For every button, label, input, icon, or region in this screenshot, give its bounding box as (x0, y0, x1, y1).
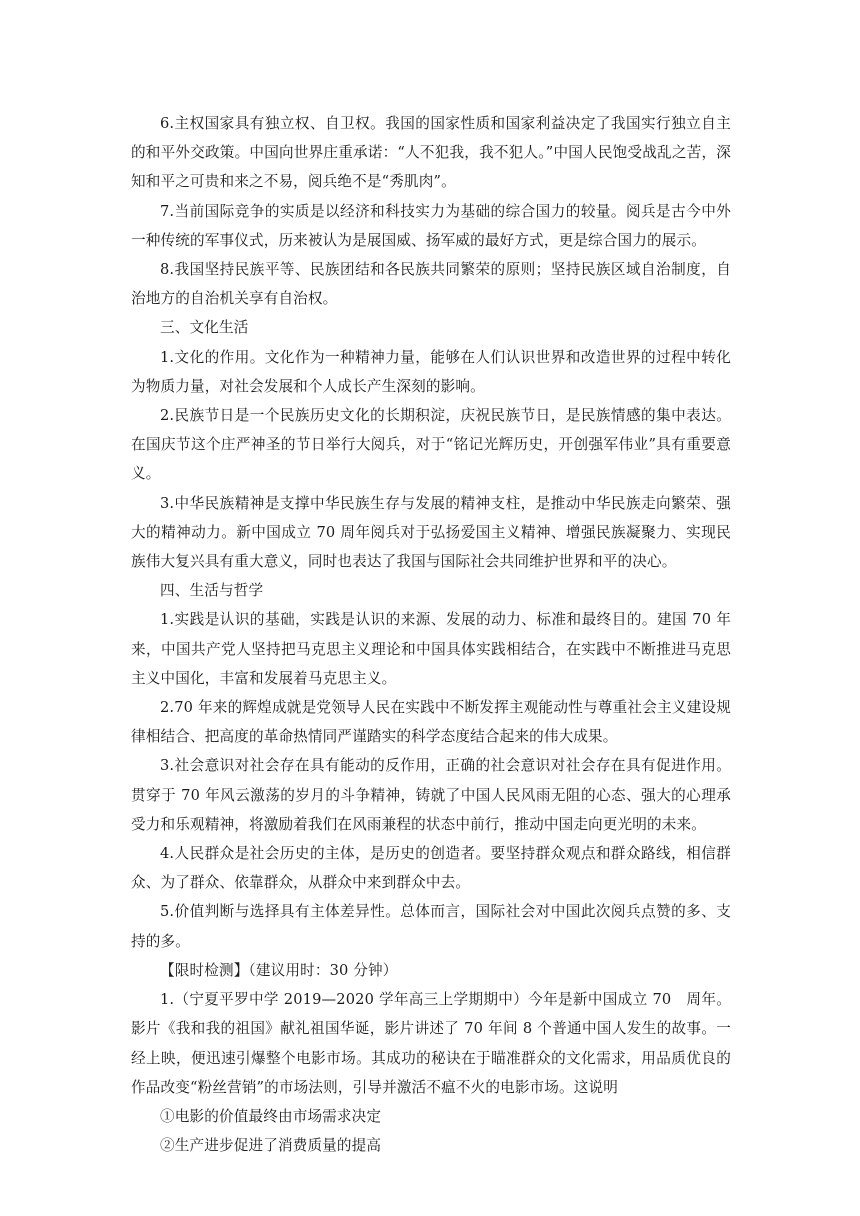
test-heading: 【限时检测】（建议用时：30 分钟） (160, 961, 398, 979)
question-1: 1.（宁夏平罗中学 2019—2020 学年高三上学期期中）今年是新中国成立 70 周年。影片《我和我的祖国》献礼祖国华诞，影片讲述了 70 年间 8 个普通中国人发生的故事。一经上映，便迅速引爆整个电影市场。其成功的秘诀在于瞄准群众的文化需求，用品质优良的作品改变“粉丝营销”的市场法则，引导并激活不瘟不火的电影市场。这说明 (131, 991, 731, 1096)
paragraph-achievements: 2.70 年来的辉煌成就是党领导人民在实践中不断发挥主观能动性与尊重社会主义建设规律相结合、把高度的革命热情同严谨踏实的科学态度结合起来的伟大成果。 (131, 699, 731, 746)
paragraph-sovereignty: 6.主权国家具有独立权、自卫权。我国的国家性质和国家利益决定了我国实行独立自主的和平外交政策。中国向世界庄重承诺：“人不犯我，我不犯人。”中国人民饱受战乱之苦，深知和平之可贵和来之不易，阅兵绝不是“秀肌肉”。 (131, 115, 731, 191)
section-heading-philosophy: 四、生活与哲学 (160, 582, 264, 600)
paragraph-culture-role: 1.文化的作用。文化作为一种精神力量，能够在人们认识世界和改造世界的过程中转化为物质力量，对社会发展和个人成长产生深刻的影响。 (131, 348, 731, 395)
option-2: ②生产进步促进了消费质量的提高 (160, 1137, 382, 1155)
paragraph-social-consciousness: 3.社会意识对社会存在具有能动的反作用，正确的社会意识对社会存在具有促进作用。贯穿于 70 年风云激荡的岁月的斗争精神，铸就了中国人民风雨无阻的心态、强大的心理承受力和乐观精神，将激励着我们在风雨兼程的状态中前行，推动中国走向更光明的未来。 (131, 757, 731, 833)
paragraph-masses: 4.人民群众是社会历史的主体，是历史的创造者。要坚持群众观点和群众路线，相信群众、为了群众、依靠群众，从群众中来到群众中去。 (131, 845, 731, 892)
paragraph-national-power: 7.当前国际竞争的实质是以经济和科技实力为基础的综合国力的较量。阅兵是古今中外一种传统的军事仪式，历来被认为是展国威、扬军威的最好方式，更是综合国力的展示。 (131, 202, 731, 249)
paragraph-ethnic-policy: 8.我国坚持民族平等、民族团结和各民族共同繁荣的原则；坚持民族区域自治制度，自治地方的自治机关享有自治权。 (131, 261, 731, 308)
paragraph-national-festival: 2.民族节日是一个民族历史文化的长期积淀，庆祝民族节日，是民族情感的集中表达。在国庆节这个庄严神圣的节日举行大阅兵，对于“铭记光辉历史，开创强军伟业”具有重要意义。 (131, 407, 731, 483)
section-heading-culture: 三、文化生活 (160, 319, 249, 337)
paragraph-national-spirit: 3.中华民族精神是支撑中华民族生存与发展的精神支柱，是推动中华民族走向繁荣、强大的精神动力。新中国成立 70 周年阅兵对于弘扬爱国主义精神、增强民族凝聚力、实现民族伟大复兴具有重大意义，同时也表达了我国与国际社会共同维护世界和平的决心。 (131, 494, 731, 571)
paragraph-value-judgment: 5.价值判断与选择具有主体差异性。总体而言，国际社会对中国此次阅兵点赞的多、支持的多。 (131, 903, 731, 950)
paragraph-practice: 1.实践是认识的基础，实践是认识的来源、发展的动力、标准和最终目的。建国 70 年来，中国共产党人坚持把马克思主义理论和中国具体实践相结合，在实践中不断推进马克思主义中国化，丰富和发展着马克思主义。 (131, 611, 731, 687)
option-1: ①电影的价值最终由市场需求决定 (160, 1107, 382, 1125)
